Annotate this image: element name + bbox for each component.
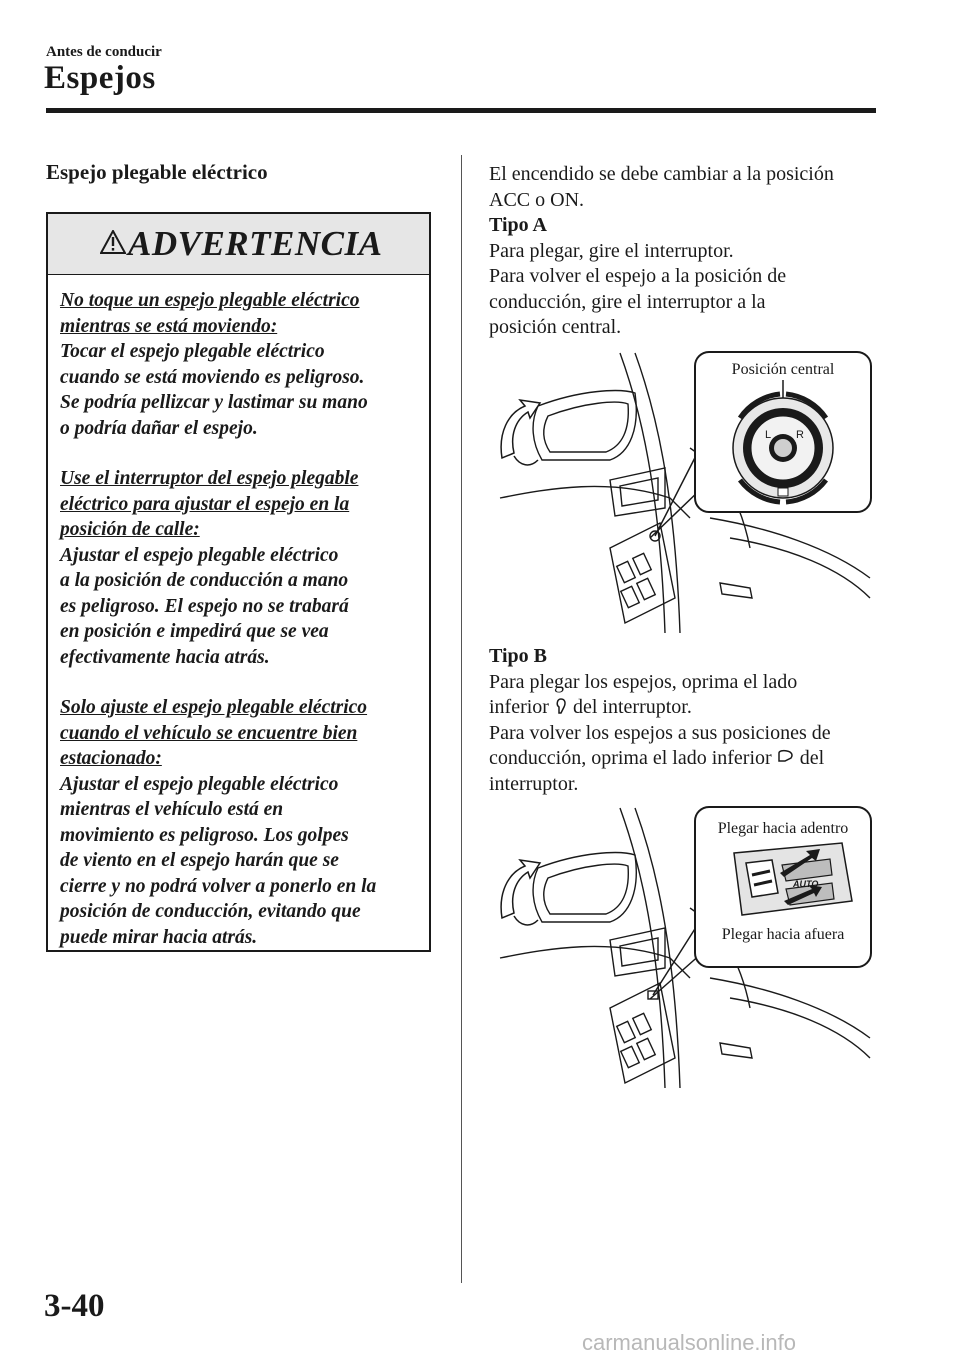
mirror-unfold-icon (777, 749, 795, 765)
type-b-heading: Tipo B (489, 645, 547, 667)
warning-caption: Use el interruptor del espejo plegable eléctrico para ajustar el espejo en la posición de calle: (60, 468, 359, 540)
type-b-text-part: inferior (489, 696, 549, 718)
type-b-line: Para volver los espejos a sus posiciones de (489, 721, 831, 744)
callout-label-center: Posición central (731, 361, 835, 378)
header-rule (46, 108, 876, 113)
intro-line: El encendido se debe cambiar a la posición (489, 163, 834, 185)
warning-caption: Solo ajuste el espejo plegable eléctrico cuando el vehículo se encuentre bien estacionado: (60, 697, 368, 769)
section-heading: Espejo plegable eléctrico (46, 160, 268, 184)
intro-text (489, 162, 889, 341)
warning-text: Ajustar el espejo plegable eléctrico mientras el vehículo está en movimiento es peligroso. Los golpes de viento en el espejo harán que se cierre y no podrá volver a ponerlo en la posición de conducción, evitando que puede mirar hacia atrás. (60, 773, 377, 948)
callout-label-fold-out: Plegar hacia afuera (721, 926, 845, 943)
dial-label-r: R (796, 429, 804, 441)
type-b-line (489, 695, 889, 721)
type-a-line: Para volver el espejo a la posición de (489, 265, 787, 287)
figure-type-a (490, 348, 875, 638)
type-b-text (489, 644, 889, 797)
mirror-fold-icon (554, 697, 568, 715)
dial-label-l: L (765, 429, 772, 441)
type-b-text-part: conducción, oprima el lado inferior (489, 747, 772, 769)
warning-box (46, 212, 431, 952)
warning-text: Tocar el espejo plegable eléctrico cuando se está moviendo es peligroso. Se podría pellizcar y lastimar su mano o podría dañar el espejo. (60, 341, 368, 439)
warning-caption: No toque un espejo plegable eléctrico mientras se está moviendo: (60, 290, 360, 337)
type-b-text-part: del interruptor. (572, 696, 692, 718)
intro-line: ACC o ON. (489, 188, 585, 211)
type-b-text-part: del (799, 747, 825, 769)
column-divider (461, 155, 462, 1283)
figure-type-b (490, 803, 875, 1093)
warning-block (60, 695, 425, 950)
warning-body (60, 288, 425, 975)
warning-block (60, 288, 425, 441)
type-a-line: conducción, gire el interruptor a la (489, 290, 766, 313)
warning-block (60, 466, 425, 670)
type-a-heading: Tipo A (489, 214, 547, 236)
callout-label-fold-in: Plegar hacia adentro (717, 820, 849, 837)
type-a-line: posición central. (489, 316, 622, 338)
type-b-line: interruptor. (489, 772, 579, 795)
rotate-arrow-icon (501, 860, 540, 925)
type-a-line: Para plegar, gire el interruptor. (489, 239, 734, 262)
rotate-arrow-icon (501, 400, 540, 465)
watermark: carmanualsonline.info (582, 1330, 797, 1355)
chapter-title: Espejos (44, 60, 156, 96)
type-b-line (489, 746, 889, 772)
page-number: 3-40 (44, 1288, 105, 1324)
warning-header (48, 214, 429, 275)
warning-title: ADVERTENCIA (128, 224, 383, 263)
type-b-line: Para plegar los espejos, oprima el lado (489, 670, 798, 693)
auto-label: AUTO (793, 879, 819, 889)
warning-triangle-icon (100, 230, 126, 254)
section-label: Antes de conducir (46, 44, 162, 60)
warning-text: Ajustar el espejo plegable eléctrico a la posición de conducción a mano es peligroso. El espejo no se trabará en posición e impedirá que se vea efectivamente hacia atrás. (60, 544, 349, 668)
